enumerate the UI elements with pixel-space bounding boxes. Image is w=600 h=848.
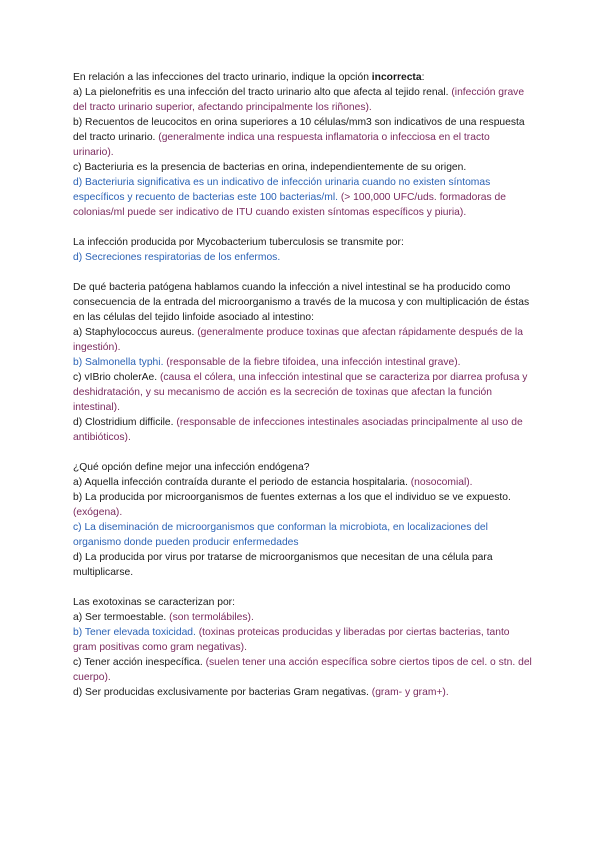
question-5: [73, 595, 533, 700]
option-d: [73, 415, 533, 445]
option-c: [73, 160, 533, 175]
option-d: [73, 685, 533, 700]
question-prompt: ¿Qué opción define mejor una infección endógena?: [73, 462, 310, 473]
option-d-correct: [73, 175, 533, 220]
option-note: (generalmente indica una respuesta inflamatoria o infecciosa en el tracto urinario).: [73, 132, 490, 158]
option-note: (causa el cólera, una infección intestinal que se caracteriza por diarrea profusa y deshidratación, y su mecanismo de acción es la secreción de toxinas que afectan la función intestinal).: [73, 372, 528, 413]
option-c: [73, 655, 533, 685]
question-2: [73, 235, 533, 265]
option-c-correct: c) La diseminación de microorganismos que conforman la microbiota, en localizaciones del organismo donde pueden producir enfermedades: [73, 522, 488, 548]
option-text: b) Tener elevada toxicidad.: [73, 627, 199, 638]
question-prompt: [73, 70, 533, 85]
option-text: a) Ser termoestable.: [73, 612, 170, 623]
option-note: (generalmente produce toxinas que afectan rápidamente después de la ingestión).: [73, 327, 523, 353]
option-text: c) vIBrio cholerAe.: [73, 372, 160, 383]
option-a: [73, 85, 533, 115]
option-text: a) La pielonefritis es una infección del tracto urinario alto que afecta al tejido renal.: [73, 87, 452, 98]
prompt-emphasis: incorrecta: [371, 72, 422, 83]
option-note: (son termolábiles).: [169, 612, 254, 623]
option-note: (gram- y gram+).: [371, 687, 449, 698]
option-text: c) Bacteriuria es la presencia de bacterias en orina, independientemente de su origen.: [73, 162, 467, 173]
option-d: d) La producida por virus por tratarse de microorganismos que necesitan de una célula para multiplicarse.: [73, 552, 493, 578]
prompt-suffix: :: [421, 72, 425, 83]
option-note: (exógena).: [73, 507, 123, 518]
option-note: (> 100,000 UFC/uds. formadoras de colonias/ml puede ser indicativo de ITU cuando existen síntomas específicos y piuria).: [73, 192, 506, 218]
option-note: (nosocomial).: [410, 477, 473, 488]
option-a: [73, 610, 533, 625]
option-d-correct: d) Secreciones respiratorias de los enfermos.: [73, 252, 281, 263]
option-text: a) Staphylococcus aureus.: [73, 327, 198, 338]
question-prompt: De qué bacteria patógena hablamos cuando la infección a nivel intestinal se ha producido como consecuencia de la entrada del microorganismo a través de la mucosa y con multiplicación de éstas en las células del tejido linfoide asociado al intestino:: [73, 282, 530, 323]
option-text: d) Clostridium difficile.: [73, 417, 177, 428]
document-page: [73, 70, 533, 715]
option-text: c) Tener acción inespecífica.: [73, 657, 206, 668]
option-text: b) Recuentos de leucocitos en orina superiores a 10 células/mm3 son indicativos de una respuesta del tracto urinario.: [73, 117, 525, 143]
option-b-correct: [73, 355, 533, 370]
option-note: (toxinas proteicas producidas y liberadas por ciertas bacterias, tanto gram positivas como gram negativas).: [73, 627, 510, 653]
option-note: (suelen tener una acción específica sobre ciertos tipos de cel. o stn. del cuerpo).: [73, 657, 532, 683]
question-prompt: Las exotoxinas se caracterizan por:: [73, 597, 235, 608]
option-text: b) La producida por microorganismos de fuentes externas a los que el individuo se ve expuesto.: [73, 492, 511, 503]
option-b: [73, 115, 533, 160]
option-note: (responsable de infecciones intestinales asociadas principalmente al uso de antibióticos).: [73, 417, 523, 443]
option-a: [73, 325, 533, 355]
question-prompt: La infección producida por Mycobacterium tuberculosis se transmite por:: [73, 237, 404, 248]
option-b-correct: [73, 625, 533, 655]
prompt-text: En relación a las infecciones del tracto urinario, indique la opción: [73, 72, 372, 83]
question-4: [73, 460, 533, 580]
option-text: b) Salmonella typhi.: [73, 357, 167, 368]
option-text: a) Aquella infección contraída durante el periodo de estancia hospitalaria.: [73, 477, 411, 488]
question-1: [73, 70, 533, 220]
option-note: (responsable de la fiebre tifoidea, una infección intestinal grave).: [166, 357, 461, 368]
option-text: d) Bacteriuria significativa es un indicativo de infección urinaria cuando no existen síntomas específicos y recuento de bacterias este 100 bacterias/ml.: [73, 177, 491, 203]
option-c: [73, 370, 533, 415]
option-text: d) Ser producidas exclusivamente por bacterias Gram negativas.: [73, 687, 372, 698]
option-a: [73, 475, 533, 490]
option-b: [73, 490, 533, 520]
option-note: (infección grave del tracto urinario superior, afectando principalmente los riñones).: [73, 87, 525, 113]
question-3: [73, 280, 533, 445]
